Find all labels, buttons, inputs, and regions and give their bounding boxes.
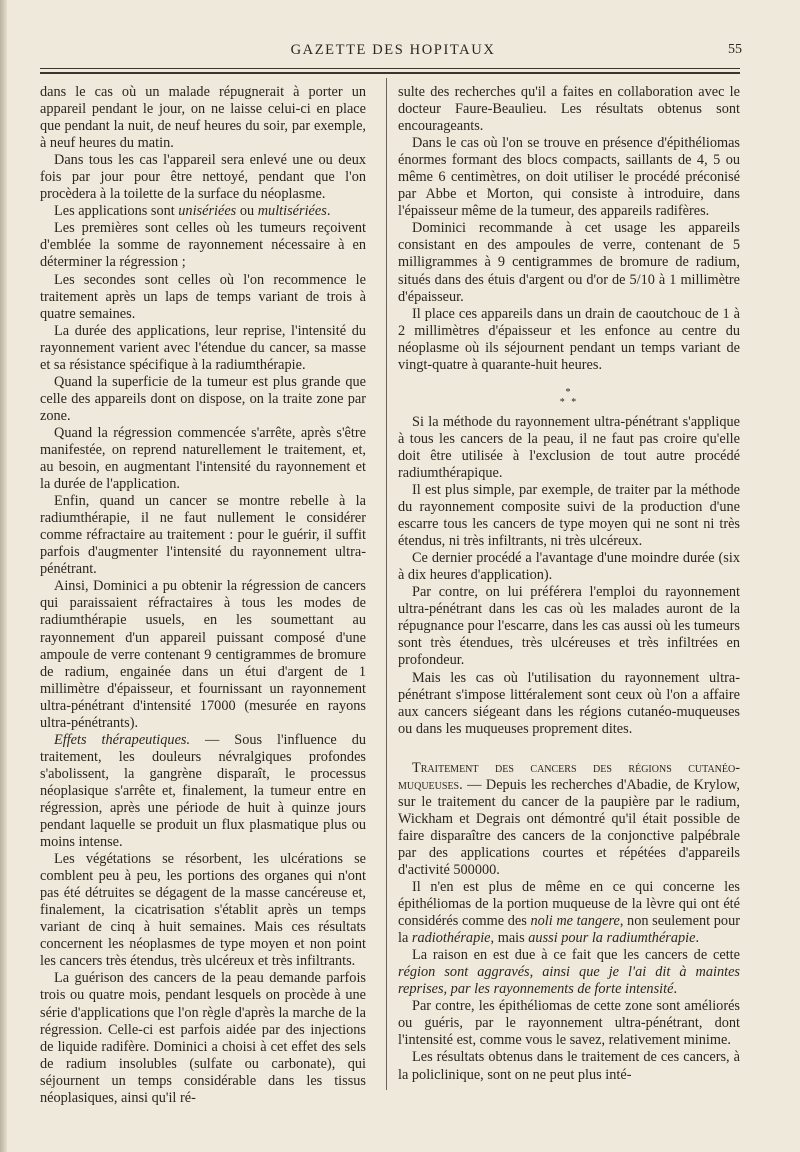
paragraph: Dominici recommande à cet usage les appareils consistant en des ampoules de verre, contenant de 5 milligrammes à 9 centigrammes de bromure de radium, situés dans des étuis d'argent ou d'or de 5/10 à 1 millimètre d'épaisseur. [398, 220, 740, 305]
page-number: 55 [728, 42, 742, 57]
paragraph: Par contre, les épithéliomas de cette zone sont améliorés ou guéris, par le rayonnement ultra-pénétrant, dont l'intensité est, comme vous le savez, relativement minime. [398, 998, 740, 1049]
header-rule-thick [40, 72, 740, 74]
paragraph: Effets thérapeutiques. — Sous l'influence du traitement, les douleurs névralgiques profondes s'abolissent, la gangrène disparaît, le processus néoplasique s'arrête et, finalement, la tumeur entre en régression, après une période de huit à quinze jours pendant laquelle se produit un flux plasmatique plus ou moins intense. [40, 731, 366, 851]
paragraph: Il place ces appareils dans un drain de caoutchouc de 1 à 2 millimètres d'épaisseur et les enfonce au centre du néoplasme où ils séjournent pendant un temps variant de vingt-quatre à quarante-huit heures. [398, 305, 740, 373]
header-rule-thin [40, 68, 740, 69]
paragraph: Les applications sont unisériées ou multisériées. [54, 203, 331, 220]
section-heading: Effets thérapeutiques. [54, 731, 191, 748]
column-divider [386, 78, 387, 1090]
paragraph: Il est plus simple, par exemple, de traiter par la méthode du rayonnement composite suivi de la production d'une escarre tous les cancers de type moyen qui ne sont ni très étendus, ni très infiltrants, ni très ulcéreux. [398, 481, 740, 550]
paragraph: Les premières sont celles où les tumeurs reçoivent d'emblée la somme de rayonnement nécessaire à en déterminer la régression ; [40, 220, 366, 271]
paragraph: La guérison des cancers de la peau demande parfois trois ou quatre mois, pendant lesquels on procède à une série d'applications que l'on règle d'après la marche de la régression. Celle-ci est parfois aidée par des injections de liquide radifère. Dominici a choisi à cet effet des sels de radium insolubles (sulfate ou carbonate), qui séjournent un temps considérable dans les tissus néoplasiques, ainsi qu'il ré- [40, 970, 366, 1106]
page-header [40, 42, 746, 64]
paragraph: Enfin, quand un cancer se montre rebelle à la radiumthérapie, il ne faut nullement le considérer comme réfractaire au traitement : pour le guérir, il suffit parfois d'augmenter l'intensité du rayonnement ultra-pénétrant. [40, 493, 366, 578]
paragraph: sulte des recherches qu'il a faites en collaboration avec le docteur Faure-Beaulieu. Les résultats obtenus sont encourageants. [398, 84, 740, 135]
left-column [40, 84, 366, 1107]
paragraph: Il n'en est plus de même en ce qui concerne les épithéliomas de la portion muqueuse de la lèvre qui ont été considérés comme des noli me tangere, non seulement pour la radiothérapie, mais aussi pour la radiumthérapie. [398, 879, 740, 947]
right-column [398, 84, 740, 1084]
paragraph: La durée des applications, leur reprise, l'intensité du rayonnement varient avec l'étendue du cancer, sa masse et sa résistance spécifique à la radiumthérapie. [40, 322, 366, 373]
asterism-separator: * * * [559, 386, 579, 408]
running-title: GAZETTE DES HOPITAUX [290, 42, 496, 58]
paragraph: dans le cas où un malade répugnerait à porter un appareil pendant le jour, on ne laisse celui-ci en place que pendant la nuit, de neuf heures du soir, par exemple, à neuf heures du matin. [40, 84, 366, 152]
paragraph: Quand la superficie de la tumeur est plus grande que celle des appareils dont on dispose, on la traite zone par zone. [40, 373, 366, 424]
page-binding-edge [0, 0, 7, 1152]
paragraph: Les secondes sont celles où l'on recommence le traitement après un laps de temps variant de trois à quatre semaines. [40, 271, 366, 322]
paragraph: Par contre, on lui préférera l'emploi du rayonnement ultra-pénétrant dans les cas où les malades auront de la répugnance pour l'escarre, dans les cas aussi où les tumeurs sont très étendues, très ulcéreuses et très infiltrées en profondeur. [398, 584, 740, 669]
paragraph: Si la méthode du rayonnement ultra-pénétrant s'applique à tous les cancers de la peau, il ne faut pas croire qu'elle doit être utilisée à l'exclusion de tout autre procédé radiumthérapique. [398, 413, 740, 481]
paragraph: La raison en est due à ce fait que les cancers de cette région sont aggravés, ainsi que je l'ai dit à maintes reprises, par les rayonnements de forte intensité. [398, 947, 740, 998]
paragraph: Les végétations se résorbent, les ulcérations se comblent peu à peu, les portions des organes qui n'ont pas été détruites se dégagent de la masse cancéreuse et, finalement, la cicatrisation s'établit après un temps variant de cinq à huit semaines. Mais ces résultats concernent les néoplasmes de type moyen et non point les cancers très étendus, très ulcéreux et très infiltrants. [40, 851, 366, 970]
paragraph: Dans le cas où l'on se trouve en présence d'épithéliomas énormes formant des blocs compacts, saillants de 4, 5 ou même 6 centimètres, on doit utiliser le procédé préconisé par Abbe et Morton, qui consiste à introduire, dans l'épaisseur même de la tumeur, des appareils radifères. [398, 135, 740, 220]
paragraph: Traitement des cancers des régions cutanéo-muqueuses. — Depuis les recherches d'Abadie, de Krylow, sur le traitement du cancer de la paupière par le radium, Wickham et Degrais ont démontré qu'il était possible de faire disparaître des cancers de la conjonctive palpébrale par des applications courtes et répétées d'appareils d'activité 500000. [398, 759, 740, 878]
paragraph: Dans tous les cas l'appareil sera enlevé une ou deux fois par jour pour être nettoyé, pendant que l'on procèdera à la toilette de la surface du néoplasme. [40, 152, 366, 203]
paragraph: Mais les cas où l'utilisation du rayonnement ultra-pénétrant s'impose littéralement sont ceux où l'on a affaire aux cancers siégeant dans les régions cutanéo-muqueuses ou dans les muqueuses proprement dites. [398, 669, 740, 737]
paragraph: Les résultats obtenus dans le traitement de ces cancers, à la policlinique, sont on ne peut plus inté- [398, 1049, 740, 1083]
paragraph: Quand la régression commencée s'arrête, après s'être manifestée, on reprend naturellement le traitement, et, au besoin, en augmentant l'intensité du rayonnement et la durée de l'application. [40, 424, 366, 493]
paragraph: Ce dernier procédé a l'avantage d'une moindre durée (six à dix heures d'application). [398, 550, 740, 584]
paragraph: Ainsi, Dominici a pu obtenir la régression de cancers qui paraissaient réfractaires à tous les modes de radiumthérapie usuels, en les soumettant au rayonnement d'un appareil puissant composé d'une ampoule de verre contenant 9 centigrammes de bromure de radium, engainée dans un étui d'argent de 1 millimètre d'épaisseur, et fournissant un rayonnement ultra-pénétrant d'intensité 17000 (mesurée en rayons ultra-pénétrants). [40, 578, 366, 731]
section-heading: Traitement des cancers des régions cutanéo-muqueuses. [398, 759, 740, 793]
